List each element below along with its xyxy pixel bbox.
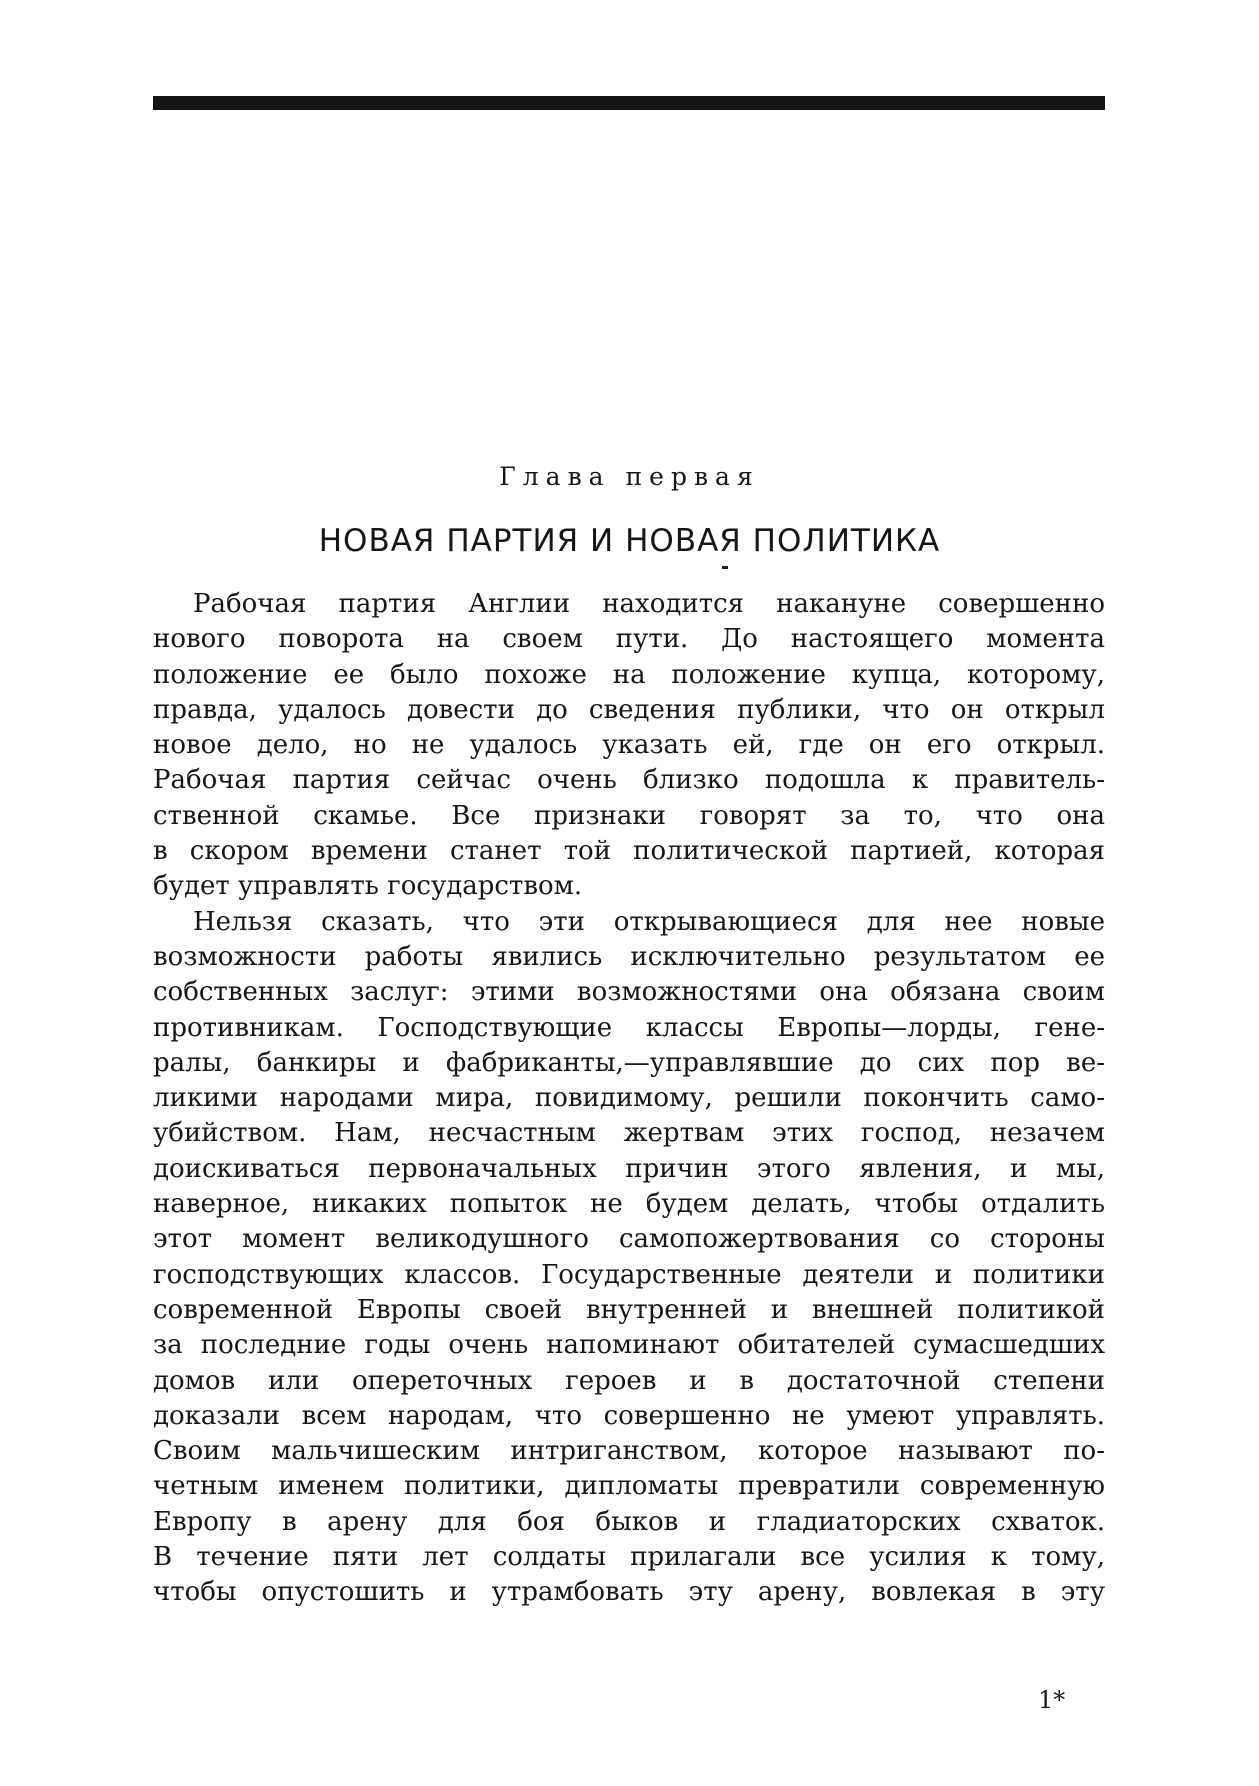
text-line: Своим мальчишеским интриганством, которое называют по- (153, 1436, 1105, 1467)
text-line: Рабочая партия Англии находится накануне совершенно (193, 589, 1105, 619)
text-line: ликими народами мира, повидимому, решили покончить само- (153, 1083, 1105, 1114)
text-line: доискиваться первоначальных причин этого явления, и мы, (153, 1153, 1105, 1184)
chapter-title: НОВАЯ ПАРТИЯ И НОВАЯ ПОЛИТИКА (318, 523, 941, 559)
text-line: наверное, никаких попыток не будем делать, чтобы отдалить (153, 1189, 1105, 1220)
body-text (153, 587, 1105, 1611)
text-line: господствующих классов. Государственные деятели и политики (153, 1259, 1105, 1290)
text-line: чтобы опустошить и утрамбовать эту арену, вовлекая в эту (153, 1577, 1105, 1608)
text-line: этот момент великодушного самопожертвования со стороны (153, 1224, 1105, 1255)
text-line: домов или опереточных героев и в достаточной степени (153, 1365, 1105, 1396)
text-line: Нельзя сказать, что эти открывающиеся для нее новые (193, 906, 1105, 937)
text-line: противникам. Господствующие классы Европы—лорды, гене- (153, 1012, 1105, 1043)
text-line: возможности работы явились исключительно результатом ее (153, 941, 1105, 972)
text-line: за последние годы очень напоминают обитателей сумасшедших (153, 1330, 1105, 1361)
text-line: положение ее было похоже на положение купца, которому, (153, 659, 1105, 690)
text-line: нового поворота на своем пути. До настоящего момента (153, 624, 1105, 655)
header-rule (153, 96, 1105, 110)
text-line: убийством. Нам, несчастным жертвам этих господ, незачем (153, 1118, 1105, 1149)
text-line: в скором времени станет той политической партией, которая (153, 836, 1105, 867)
text-line: будет управлять государством. (153, 871, 583, 902)
text-line: современной Европы своей внутренней и внешней политикой (153, 1294, 1105, 1325)
chapter-label: Глава первая (499, 462, 760, 491)
ornament-mark (722, 566, 728, 569)
text-line: новое дело, но не удалось указать ей, где он его открыл. (153, 730, 1105, 761)
text-line: ственной скамье. Все признаки говорят за то, что она (153, 800, 1105, 831)
text-line: собственных заслуг: этими возможностями она обязана своим (153, 977, 1105, 1008)
text-line: Рабочая партия сейчас очень близко подошла к правитель- (153, 765, 1105, 796)
text-line: ралы, банкиры и фабриканты,—управлявшие до сих пор ве- (153, 1047, 1105, 1078)
text-line: четным именем политики, дипломаты превратили современную (153, 1471, 1105, 1502)
text-line: доказали всем народам, что совершенно не умеют управлять. (153, 1400, 1105, 1431)
text-line: Европу в арену для боя быков и гладиаторских схваток. (153, 1506, 1105, 1537)
text-line: В течение пяти лет солдаты прилагали все усилия к тому, (153, 1542, 1105, 1573)
text-line: правда, удалось довести до сведения публики, что он открыл (153, 694, 1105, 725)
page-signature: 1* (1038, 1686, 1066, 1714)
